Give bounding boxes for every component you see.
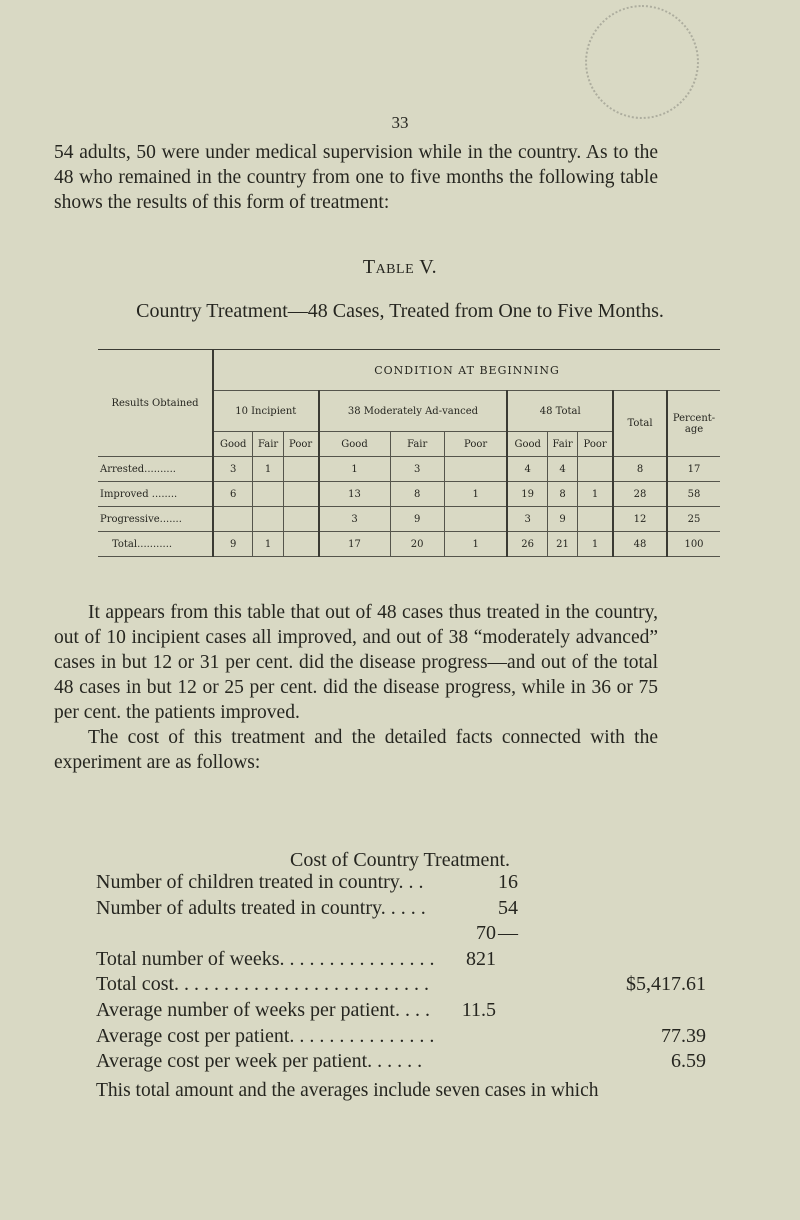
subheader-fair: Fair [390,432,444,457]
cost-row: Number of children treated in country. . . 16 [96,871,518,893]
cell: 17 [667,457,720,482]
cell: 1 [578,482,613,507]
cell: 100 [667,532,720,557]
cell [283,532,318,557]
cell: 26 [507,532,547,557]
group-header-incipient: 10 Incipient [213,391,319,432]
cell [444,457,507,482]
cost-intro-paragraph: The cost of this treatment and the detailed facts connected with the experiment are as follows: [54,727,658,773]
table-row-progressive [98,507,720,532]
cell: 9 [213,532,253,557]
table-caption: Country Treatment—48 Cases, Treated from One to Five Months. [136,300,664,322]
cost-row: Average cost per patient. . . . . . . . . . . . . . . 77.39 [96,1024,706,1047]
group-header-total: Total [613,391,667,457]
library-stamp [585,5,699,119]
subheader-fair: Fair [547,432,577,457]
intro-paragraph: 54 adults, 50 were under medical supervision while in the country. As to the 48 who remained in the country from one to five months the following table shows the results of this form of treatment: [54,142,658,213]
page-number: 33 [391,113,409,132]
cell [578,507,613,532]
closing-line: This total amount and the averages include seven cases in which [96,1080,599,1101]
cell: 3 [213,457,253,482]
cell: 4 [547,457,577,482]
cell: 1 [253,457,283,482]
cell [283,507,318,532]
cell: 3 [319,507,391,532]
cell: 8 [613,457,667,482]
group-header-48-total: 48 Total [507,391,613,432]
cost-row: Average cost per week per patient. . . . . . 6.59 [96,1050,706,1073]
cell [283,482,318,507]
cost-row: Number of adults treated in country. . . . . 54 [96,896,518,919]
cost-row: Total number of weeks. . . . . . . . . . . . . . . . 821 [96,947,496,970]
cell: 3 [390,457,444,482]
cell: 3 [507,507,547,532]
cell [253,507,283,532]
cell: 13 [319,482,391,507]
cell: 20 [390,532,444,557]
cost-row: Total cost. . . . . . . . . . . . . . . . . . . . . . . . . . $5,417.61 [96,973,706,996]
cost-row: Average number of weeks per patient. . . . 11.5 [96,998,496,1021]
cell: 1 [444,482,507,507]
group-header-percentage: Percent-age [667,391,720,457]
cost-title: Cost of Country Treatment. [289,849,510,871]
cell: 1 [319,457,391,482]
cell [578,457,613,482]
table-row-improved [98,482,720,507]
cell: 9 [390,507,444,532]
table-title: Table V. [362,256,438,278]
cell [444,507,507,532]
row-header: Results Obtained [98,350,213,457]
cell: 58 [667,482,720,507]
group-header-moderately-advanced: 38 Moderately Ad-vanced [319,391,508,432]
cell: 48 [613,532,667,557]
condition-header: CONDITION AT BEGINNING [213,350,720,391]
cell: 9 [547,507,577,532]
cell: 1 [444,532,507,557]
cost-list [96,871,706,1076]
results-table [98,349,720,557]
cell [253,482,283,507]
cell: 19 [507,482,547,507]
subheader-poor: Poor [283,432,318,457]
cell: 17 [319,532,391,557]
cost-row: — 70 [476,922,518,945]
row-label: Arrested.......... [98,457,213,482]
table-row-arrested [98,457,720,482]
cell: 1 [578,532,613,557]
subheader-fair: Fair [253,432,283,457]
cell: 21 [547,532,577,557]
subheader-poor: Poor [578,432,613,457]
row-label: Improved ........ [98,482,213,507]
analysis-paragraph: It appears from this table that out of 48 cases thus treated in the country, out of 10 incipient cases all improved, and out of 38 “moderately advanced” cases in but 12 or 31 per cent. did the disease progress—and out of the total 48 cases in but 12 or 25 per cent. did the disease progress, while in 36 or 75 per cent. the patients improved. The cost of this treatment and the detailed facts connected with the experiment are as follows: [54,602,658,773]
subheader-good: Good [319,432,391,457]
cell: 4 [507,457,547,482]
cell [213,507,253,532]
cell: 12 [613,507,667,532]
table-row-total [98,532,720,557]
subheader-good: Good [213,432,253,457]
cell [283,457,318,482]
cell: 6 [213,482,253,507]
cell: 8 [547,482,577,507]
subheader-poor: Poor [444,432,507,457]
subheader-good: Good [507,432,547,457]
cell: 25 [667,507,720,532]
row-label: Total........... [98,532,213,557]
cell: 1 [253,532,283,557]
cell: 28 [613,482,667,507]
cell: 8 [390,482,444,507]
row-label: Progressive....... [98,507,213,532]
